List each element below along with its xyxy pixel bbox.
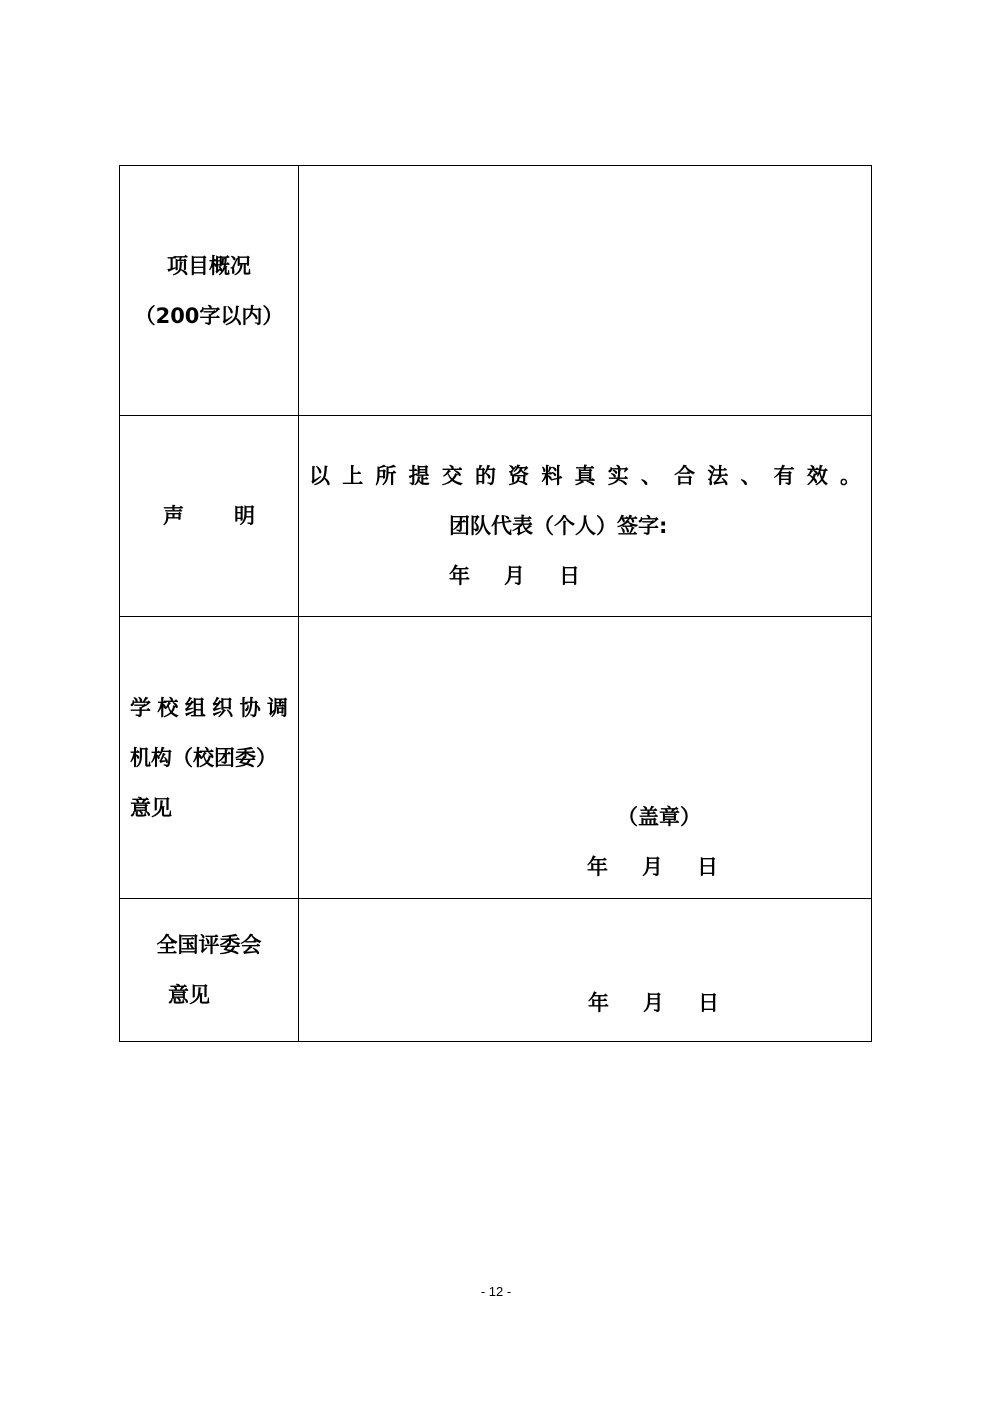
label-school-opinion-line1: 学 校 组 织 协 调	[130, 695, 288, 720]
label-committee-opinion	[120, 899, 299, 1042]
label-declaration	[120, 416, 299, 617]
date-year-label: 年	[587, 855, 608, 879]
statement-char: 合	[674, 464, 696, 488]
date-year-label: 年	[449, 564, 470, 588]
application-form-table	[119, 165, 872, 1042]
label-committee-opinion-line2: 意见	[168, 983, 210, 1007]
statement-char: 资	[508, 464, 530, 488]
statement-char: 的	[474, 464, 496, 488]
declaration-statement	[309, 460, 861, 490]
statement-char: 有	[773, 464, 795, 488]
statement-char: 法	[707, 464, 729, 488]
date-year-label: 年	[588, 991, 609, 1015]
statement-char: 以	[309, 464, 330, 488]
statement-char: 实	[607, 464, 629, 488]
project-overview-field[interactable]	[299, 166, 872, 416]
row-school-opinion	[120, 617, 872, 899]
page-number: - 12 -	[480, 1284, 512, 1299]
signature-label: 团队代表（个人）签字:	[449, 514, 668, 538]
statement-char: 上	[342, 464, 364, 488]
date-month-label: 月	[504, 564, 525, 588]
statement-char: 提	[408, 464, 430, 488]
date-month-label: 月	[642, 855, 663, 879]
statement-char: 、	[640, 464, 662, 488]
statement-char: 效	[806, 464, 828, 488]
statement-char: 、	[740, 464, 762, 488]
label-project-overview-line2: （200字以内）	[134, 303, 284, 328]
school-opinion-date	[587, 851, 718, 881]
label-committee-opinion-line1: 全国评委会	[156, 933, 262, 957]
statement-char: 。	[840, 464, 861, 488]
date-day-label: 日	[698, 991, 719, 1015]
date-month-label: 月	[643, 991, 664, 1015]
statement-char: 真	[574, 464, 596, 488]
row-project-overview	[120, 166, 872, 416]
date-day-label: 日	[697, 855, 718, 879]
label-school-opinion-line2: 机构（校团委）	[130, 745, 277, 770]
seal-label: （盖章）	[617, 805, 701, 829]
committee-opinion-date	[588, 987, 719, 1017]
statement-char: 所	[375, 464, 397, 488]
label-school-opinion-line3: 意见	[130, 795, 172, 820]
committee-opinion-field[interactable]	[299, 899, 872, 1042]
statement-char: 料	[541, 464, 563, 488]
declaration-content	[299, 416, 872, 617]
label-declaration-char2: 明	[234, 504, 255, 528]
label-declaration-char1: 声	[163, 504, 184, 528]
row-committee-opinion	[120, 899, 872, 1042]
row-declaration	[120, 416, 872, 617]
date-day-label: 日	[559, 564, 580, 588]
label-project-overview-line1: 项目概况	[167, 253, 251, 278]
declaration-date	[449, 560, 580, 590]
school-opinion-field[interactable]	[299, 617, 872, 899]
statement-char: 交	[441, 464, 463, 488]
label-project-overview	[120, 166, 299, 416]
label-school-opinion	[120, 617, 299, 899]
